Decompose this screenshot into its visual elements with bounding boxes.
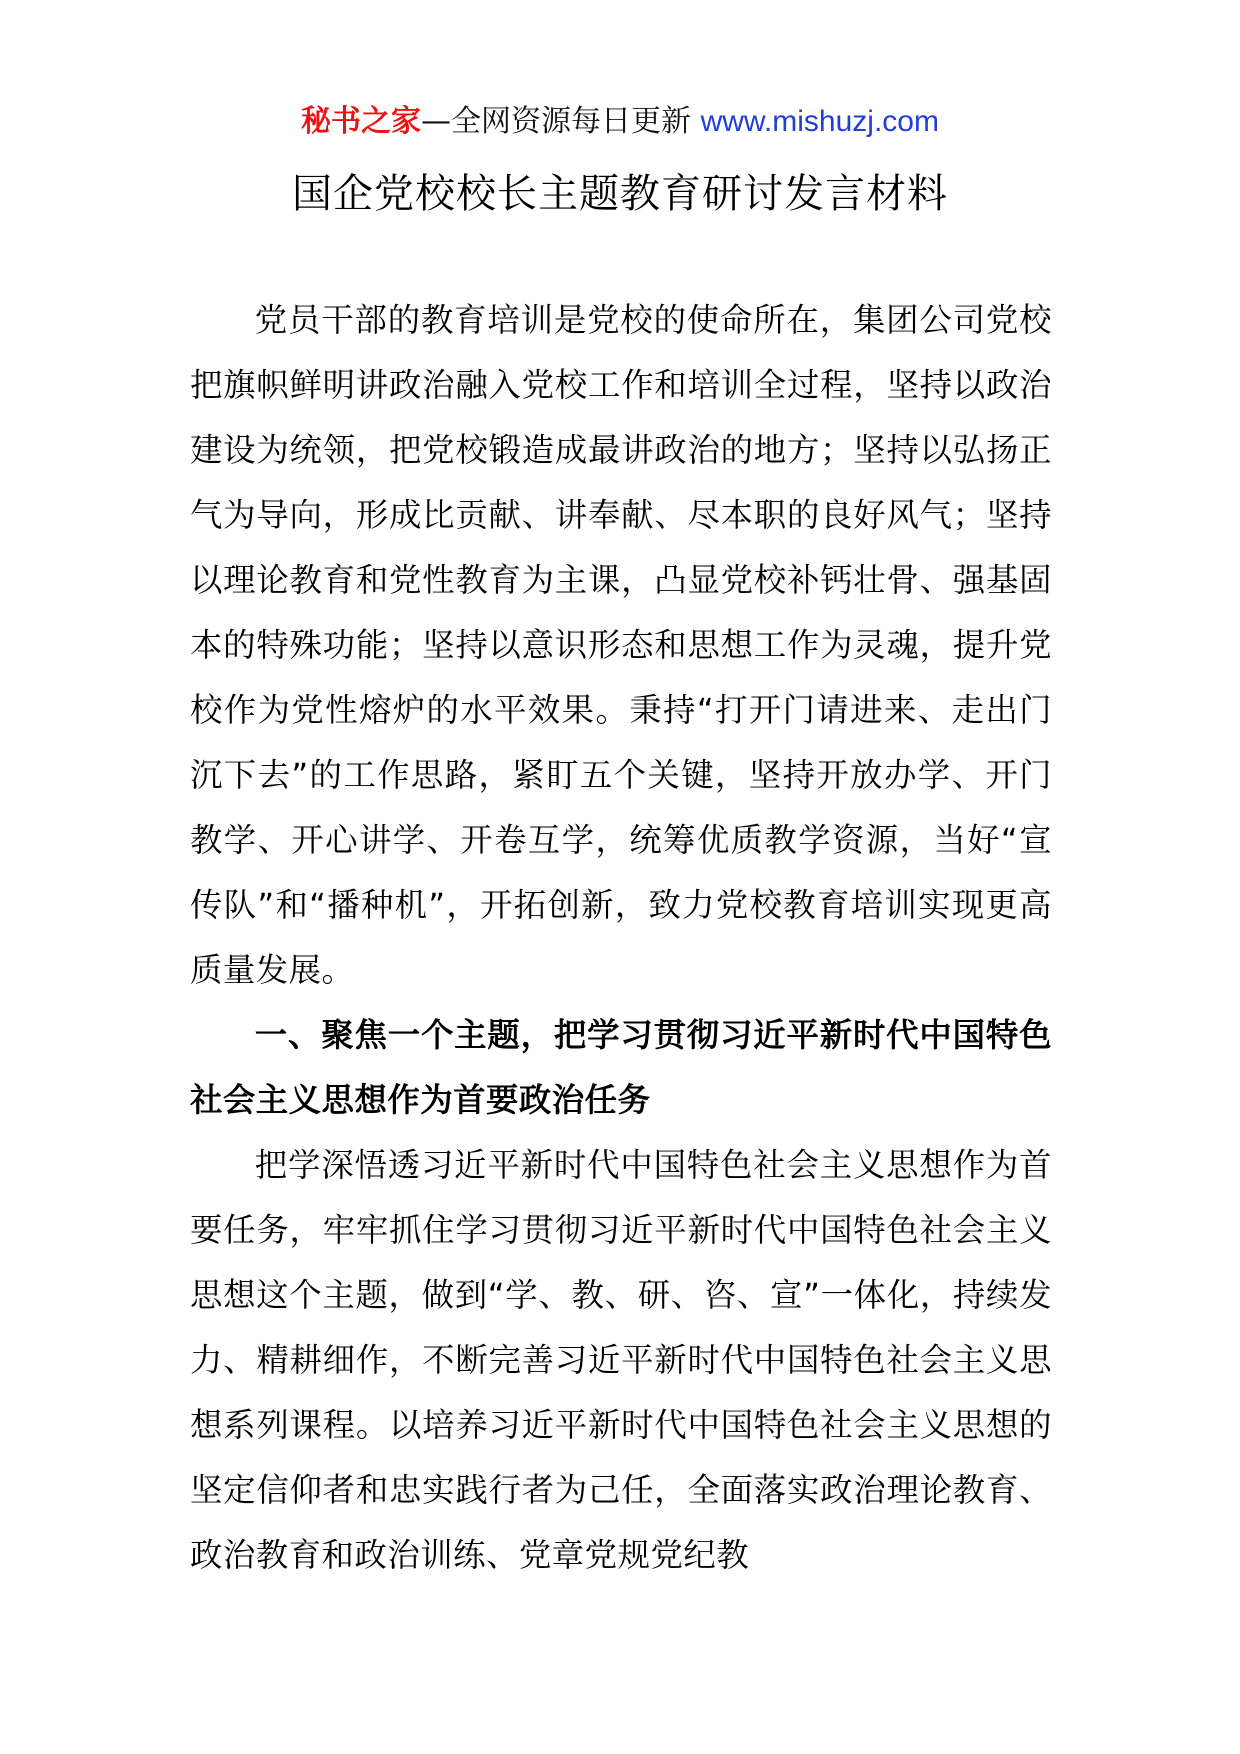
document-title: 国企党校校长主题教育研讨发言材料 (292, 171, 948, 217)
section-heading-1: 一、聚焦一个主题，把学习贯彻习近平新时代中国特色社会主义思想作为首要政治任务 (190, 1016, 1052, 1119)
body-paragraph-intro: 党员干部的教育培训是党校的使命所在，集团公司党校把旗帜鲜明讲政治融入党校工作和培训全过程，坚持以政治建设为统领，把党校锻造成最讲政治的地方；坚持以弘扬正气为导向，形成比贡献、讲奉献、尽本职的良好风气；坚持以理论教育和党性教育为主课，凸显党校补钙壮骨、强基固本的特殊功能；坚持以意识形态和思想工作为灵魂，提升党校作为党性熔炉的水平效果。秉持“打开门请进来、走出门沉下去”的工作思路，紧盯五个关键，坚持开放办学、开门教学、开心讲学、开卷互学，统筹优质教学资源，当好“宣传队”和“播种机”，开拓创新，致力党校教育培训实现更高质量发展。 (190, 301, 1052, 989)
body-paragraph-section-1: 把学深悟透习近平新时代中国特色社会主义思想作为首要任务，牢牢抓住学习贯彻习近平新时代中国特色社会主义思想这个主题，做到“学、教、研、咨、宣”一体化，持续发力、精耕细作，不断完善习近平新时代中国特色社会主义思想系列课程。以培养习近平新时代中国特色社会主义思想的坚定信仰者和忠实践行者为己任，全面落实政治理论教育、政治教育和政治训练、党章党规党纪教 (190, 1146, 1052, 1574)
document-body (190, 288, 1052, 1588)
site-tagline: —全网资源每日更新 (421, 104, 692, 139)
site-brand: 秘书之家 (301, 104, 422, 139)
site-url-link[interactable]: www.mishuzj.com (700, 105, 939, 138)
site-header (0, 102, 1240, 142)
